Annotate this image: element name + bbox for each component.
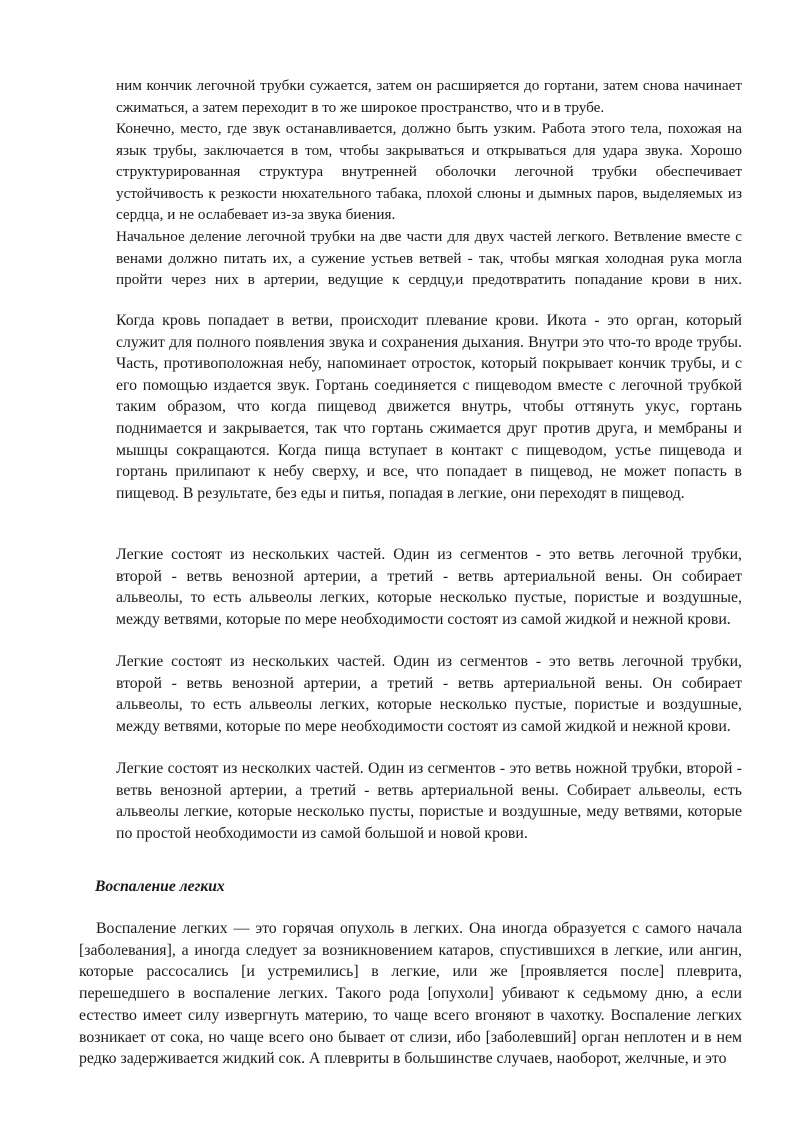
paragraph-lung-parts-1: Легкие состоят из нескольких частей. Один из сегментов - это ветвь легочной трубки, второй - ветвь венозной артерии, а третий - ветвь артериальной вены. Он собирает альвеолы, то есть альвеолы легких, которые несколько пустые, пористые и воздушные, между ветвями, которые по мере необходимости состоят из самой жидкой и нежной крови. — [116, 546, 742, 628]
paragraph-trachea-division: Начальное деление легочной трубки на две части для двух частей легкого. Ветвление вместе с венами должно питать их, а сужение устьев ветвей - так, чтобы мягкая холодная рука могла пройти через них в артерии, ведущие к сердцу,и предотвратить попадание крови в них. — [116, 228, 742, 289]
paragraph-pneumonia: Воспаление легких — это горячая опухоль в легких. Она иногда образуется с самого начала [заболевания], а иногда следует за возникновением катаров, спустившихся в легкие, или ангин, которые рассосались [и устремились] в легкие, или же [проявляется после] плеврита, перешедшего в воспаление легких. Такого рода [опухоли] убивают к седьмому дню, а если естество имеет силу извергнуть материю, то чаще всего вгоняют в чахотку. Воспаление легких возникает от сока, но чаще всего оно бывает от слизи, ибо [заболевший] орган неплотен и в нем редко задерживается жидкий сок. А плевриты в большинстве случаев, наоборот, желчные, и это — [79, 920, 742, 1068]
paragraph-blood-spitting: Когда кровь попадает в ветви, происходит плевание крови. Икота - это орган, который служит для полного появления звука и сохранения дыхания. Внутри это что-то вроде трубы. Часть, противоположная небу, напоминает отросток, который покрывает кончик трубы, и с его помощью издается звук. Гортань соединяется с пищеводом вместе с легочной трубкой таким образом, что когда пищевод движется внутрь, чтобы оттянуть укус, гортань поднимается и закрывается, так что гортань сжимается друг против друга, и мембраны и мышцы сокращаются. Когда пища вступает в контакт с пищеводом, устье пищевода и гортань прилипают к небу сверху, и все, что попадает в пищевод, не может попасть в пищевод. В результате, без еды и питья, попадая в легкие, они переходят в пищевод. — [116, 312, 742, 502]
paragraph-lung-parts-3: Легкие состоят из несколких частей. Один из сегментов - это ветвь ножной трубки, второй - ветвь венозной артерии, а третий - ветвь артериальной вены. Собирает альвеолы, есть альвеолы легкие, которые несколько пусты, пористые и воздушные, меду ветвями, которые по простой необходимости из самой большой и новой крови. — [116, 760, 742, 842]
section-heading-pneumonia: Воспаление легких — [95, 878, 225, 895]
paragraph-larynx-shape: ним кончик легочной трубки сужается, затем он расширяется до гортани, затем снова начинает сжиматься, а затем переходит в то же широкое пространство, что и в трубе. — [116, 77, 742, 116]
paragraph-voice-organ: Конечно, место, где звук останавливается, должно быть узким. Работа этого тела, похожая на язык трубы, заключается в том, чтобы закрываться и открываться для удара звука. Хорошо структурированная структура внутренней оболочки легочной трубки обеспечивает устойчивость к резкости нюхательного табака, плохой слюны и дымных паров, выделяемых из сердца, и не ослабевает из-за звука биения. — [116, 120, 742, 224]
paragraph-lung-parts-2: Легкие состоят из нескольких частей. Один из сегментов - это ветвь легочной трубки, второй - ветвь венозной артерии, а третий - ветвь артериальной вены. Он собирает альвеолы, то есть альвеолы легких, которые несколько пустые, пористые и воздушные, между ветвями, которые по мере необходимости состоят из самой жидкой и нежной крови. — [116, 653, 742, 735]
